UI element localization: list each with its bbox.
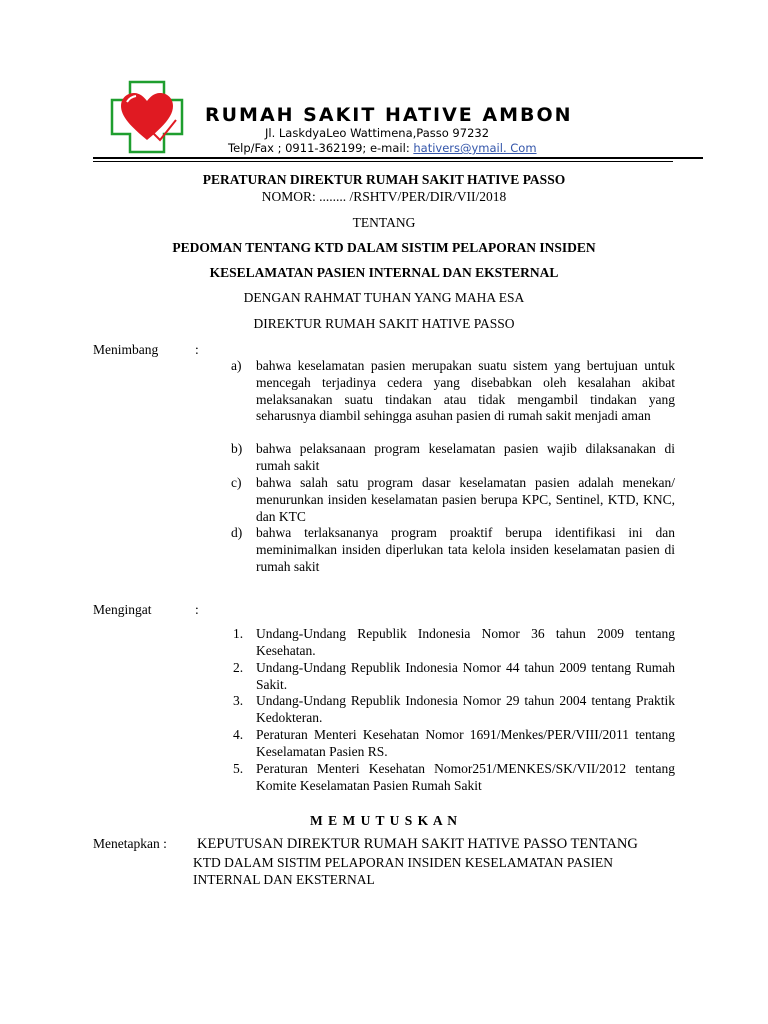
mengingat-mark-3: 3. — [233, 693, 244, 708]
subject-line-1: PEDOMAN TENTANG KTD DALAM SISTIM PELAPORAN INSIDEN — [172, 240, 596, 255]
header-divider-thin — [93, 161, 673, 162]
mengingat-item-1: Undang-Undang Republik Indonesia Nomor 36 tahun 2009 tentang Kesehatan. — [256, 626, 675, 658]
menetapkan-line-1: KEPUTUSAN DIREKTUR RUMAH SAKIT HATIVE PASSO TENTANG — [197, 836, 638, 852]
menimbang-item-b: bahwa pelaksanaan program keselamatan pasien wajib dilaksanakan di rumah sakit — [256, 441, 675, 473]
header-divider — [93, 157, 703, 159]
memutuskan-heading: M E M U T U S K A N — [310, 813, 458, 828]
menimbang-item-a: bahwa keselamatan pasien merupakan suatu sistem yang bertujuan untuk mencegah terjadinya cedera yang disebabkan oleh kesalahan akibat melaksanakan suatu tindakan atau tidak mengambil tindakan yang seharusnya diambil sehingga asuhan pasien di rumah sakit menjadi aman — [256, 358, 675, 424]
regulation-number: NOMOR: ........ /RSHTV/PER/DIR/VII/2018 — [261, 189, 507, 204]
mengingat-item-3: Undang-Undang Republik Indonesia Nomor 29 tahun 2004 tentang Praktik Kedokteran. — [256, 693, 675, 725]
menetapkan-line-2: KTD DALAM SISTIM PELAPORAN INSIDEN KESELAMATAN PASIEN — [193, 855, 613, 870]
heart-cross-logo — [110, 80, 184, 154]
menimbang-mark-c: c) — [231, 475, 242, 490]
mengingat-mark-5: 5. — [233, 761, 244, 776]
menimbang-colon: : — [195, 342, 199, 357]
regulation-title: PERATURAN DIREKTUR RUMAH SAKIT HATIVE PASSO — [202, 172, 566, 187]
mengingat-item-2: Undang-Undang Republik Indonesia Nomor 44 tahun 2009 tentang Rumah Sakit. — [256, 660, 675, 692]
direktur-line: DIREKTUR RUMAH SAKIT HATIVE PASSO — [253, 316, 515, 331]
hospital-name: RUMAH SAKIT HATIVE AMBON — [205, 104, 573, 126]
mengingat-mark-4: 4. — [233, 727, 244, 742]
hospital-contact — [228, 141, 537, 155]
mengingat-mark-2: 2. — [233, 660, 244, 675]
mengingat-item-5: Peraturan Menteri Kesehatan Nomor251/MENKES/SK/VII/2012 tentang Komite Keselamatan Pasien Rumah Sakit — [256, 761, 675, 793]
menimbang-label: Menimbang — [93, 342, 159, 357]
email-link[interactable]: hativers@ymail. Com — [413, 141, 537, 155]
hospital-address: Jl. LaskdyaLeo Wattimena,Passo 97232 — [265, 126, 490, 140]
mengingat-item-4: Peraturan Menteri Kesehatan Nomor 1691/Menkes/PER/VIII/2011 tentang Keselamatan Pasien RS. — [256, 727, 675, 759]
menimbang-mark-a: a) — [231, 358, 242, 373]
menimbang-mark-d: d) — [231, 525, 243, 540]
menimbang-item-c: bahwa salah satu program dasar keselamatan pasien adalah menekan/ menurunkan insiden keselamatan pasien berupa KPC, Sentinel, KTD, KNC, dan KTC — [256, 475, 675, 524]
tentang-heading: TENTANG — [352, 215, 416, 230]
menimbang-item-d: bahwa terlaksananya program proaktif berupa identifikasi ini dan meminimalkan insiden diperlukan tata kelola insiden keselamatan pasien di rumah sakit — [256, 525, 675, 574]
rahmat-line: DENGAN RAHMAT TUHAN YANG MAHA ESA — [243, 290, 525, 305]
mengingat-mark-1: 1. — [233, 626, 244, 641]
menetapkan-line-3: INTERNAL DAN EKSTERNAL — [193, 872, 375, 887]
contact-phone: Telp/Fax ; 0911-362199; e-mail: — [228, 141, 414, 155]
mengingat-colon: : — [195, 602, 199, 617]
menimbang-mark-b: b) — [231, 441, 243, 456]
mengingat-label: Mengingat — [93, 602, 152, 617]
subject-line-2: KESELAMATAN PASIEN INTERNAL DAN EKSTERNAL — [209, 265, 559, 280]
menetapkan-label: Menetapkan : — [93, 836, 167, 851]
